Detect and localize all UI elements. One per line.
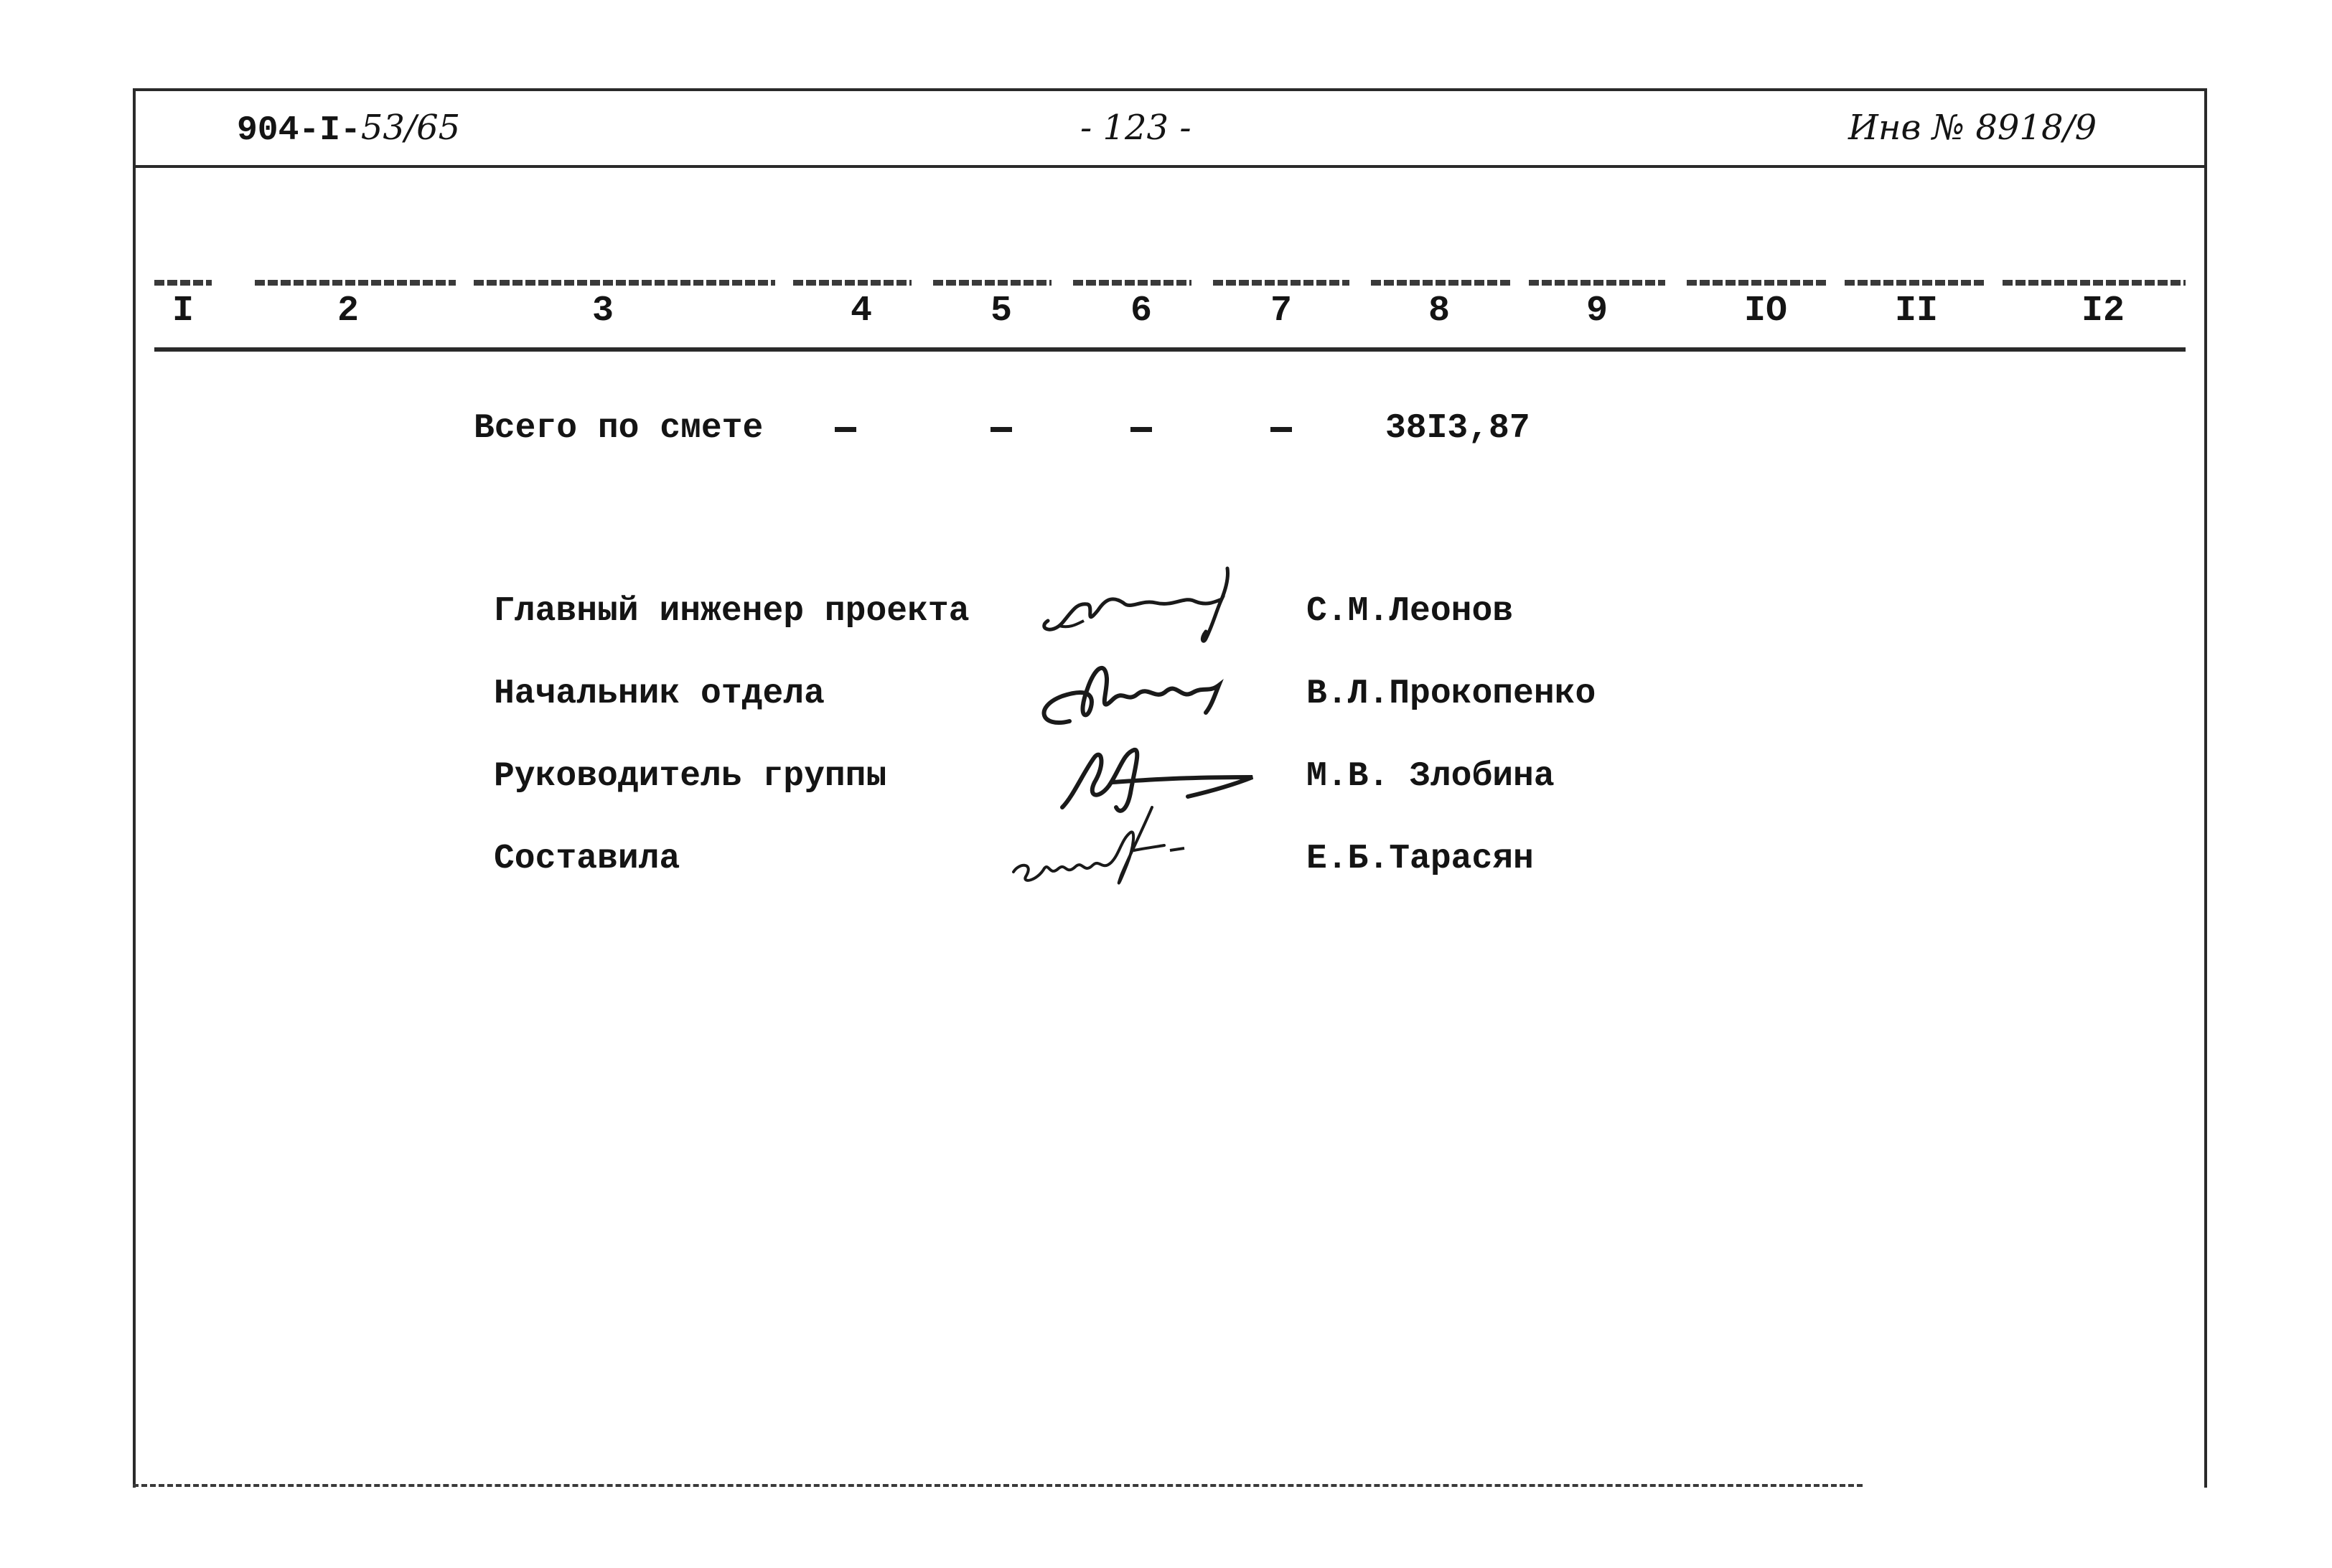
column-number: 2 <box>337 291 359 332</box>
column-rule <box>1687 280 1827 286</box>
empty-dash <box>1130 427 1152 432</box>
column-number: I2 <box>2081 291 2125 332</box>
frame-bottom-border <box>133 1484 1863 1487</box>
column-rule <box>933 280 1052 286</box>
column-number: 3 <box>591 291 614 332</box>
column-number: 6 <box>1130 291 1152 332</box>
empty-dash <box>991 427 1012 432</box>
column-rule <box>154 280 212 286</box>
header-divider <box>133 165 2207 168</box>
column-rule <box>1845 280 1985 286</box>
column-header-underline <box>154 347 2186 352</box>
column-number: I <box>172 291 194 332</box>
total-label: Всего по смете <box>474 409 764 448</box>
signature-role: Начальник отдела <box>494 675 825 713</box>
empty-dash <box>1270 427 1292 432</box>
handwritten-signature-icon <box>1034 560 1270 653</box>
column-rule <box>255 280 456 286</box>
signer-name: Е.Б.Тарасян <box>1306 840 1534 878</box>
column-number: 4 <box>850 291 872 332</box>
signature-role: Руководитель группы <box>494 757 887 796</box>
total-value: 38I3,87 <box>1385 409 1530 448</box>
empty-dash <box>835 427 856 432</box>
column-number: 5 <box>990 291 1012 332</box>
column-number: II <box>1894 291 1938 332</box>
column-number: 7 <box>1270 291 1292 332</box>
column-number: IO <box>1743 291 1787 332</box>
signature-role: Главный инженер проекта <box>494 592 970 631</box>
page-number: - 123 - <box>1080 108 1191 148</box>
column-rule <box>1073 280 1191 286</box>
column-number: 9 <box>1586 291 1608 332</box>
column-number: 8 <box>1428 291 1450 332</box>
column-rule <box>474 280 775 286</box>
column-rule <box>1213 280 1349 286</box>
handwritten-signature-icon <box>1005 797 1242 897</box>
signer-name: В.Л.Прокопенко <box>1306 675 1596 713</box>
column-rule <box>1529 280 1665 286</box>
signer-name: М.В. Злобина <box>1306 757 1555 796</box>
document-number-prefix: 904-I- <box>237 111 361 150</box>
document-number-handwritten: 53/65 <box>360 108 461 148</box>
signer-name: С.М.Леонов <box>1306 592 1514 631</box>
document-number <box>237 108 460 150</box>
column-rule <box>793 280 912 286</box>
column-rule <box>2003 280 2186 286</box>
column-rule <box>1371 280 1511 286</box>
signature-role: Составила <box>494 840 680 878</box>
inventory-number: Инв № 8918/9 <box>1848 108 2097 148</box>
